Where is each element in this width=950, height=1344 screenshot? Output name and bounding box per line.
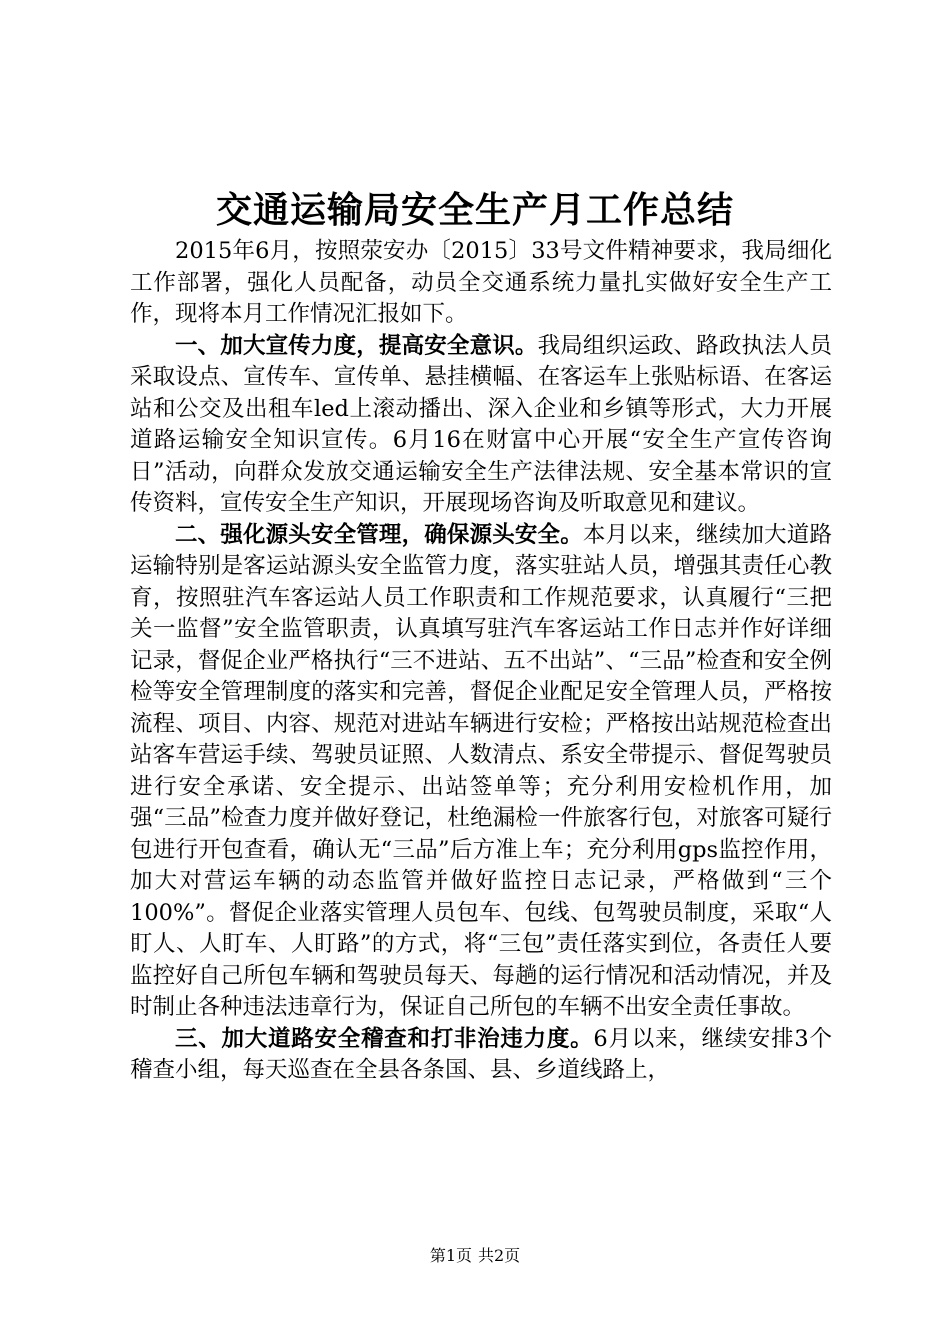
page-number-total: 共2页 (478, 1246, 521, 1265)
section-2-text: 本月以来，继续加大道路运输特别是客运站源头安全监管力度，落实驻站人员，增强其责任心教育，按照驻汽车客运站人员工作职责和工作规范要求，认真履行“三把关一监督”安全监管职责，认真填写驻汽车客运站工作日志并作好详细记录，督促企业严格执行“三不进站、五不出站”、“三品”检查和安全例检等安全管理制度的落实和完善，督促企业配足安全管理人员，严格按流程、项目、内容、规范对进站车辆进行安检；严格按出站规范检查出站客车营运手续、驾驶员证照、人数清点、系安全带提示、督促驾驶员进行安全承诺、安全提示、出站签单等；充分利用安检机作用，加强“三品”检查力度并做好登记，杜绝漏检一件旅客行包，对旅客可疑行包进行开包查看，确认无“三品”后方准上车；充分利用gps监控作用，加大对营运车辆的动态监管并做好监控日志记录，严格做到“三个100%”。督促企业落实管理人员包车、包线、包驾驶员制度，采取“人盯人、人盯车、人盯路”的方式，将“三包”责任落实到位，各责任人要监控好自己所包车辆和驾驶员每天、每趟的运行情况和活动情况，并及时制止各种违法违章行为，保证自己所包的车辆不出安全责任事故。 (130, 521, 832, 1020)
section-3-heading: 三、加大道路安全稽查和打非治违力度。 (175, 1025, 594, 1052)
intro-paragraph: 2015年6月，按照荥安办〔2015〕33号文件精神要求，我局细化工作部署，强化人员配备，动员全交通系统力量扎实做好安全生产工作，现将本月工作情况汇报如下。 (130, 238, 832, 327)
page-number-current: 第1页 (429, 1246, 472, 1265)
document-title: 交通运输局安全生产月工作总结 (215, 189, 734, 231)
document-body (130, 236, 832, 1087)
section-2-heading: 二、强化源头安全管理，确保源头安全。 (175, 521, 583, 548)
section-3-paragraph (130, 1024, 832, 1087)
section-1-paragraph (130, 331, 832, 520)
section-1-text: 我局组织运政、路政执法人员采取设点、宣传车、宣传单、悬挂横幅、在客运车上张贴标语、在客运站和公交及出租车led上滚动播出、深入企业和乡镇等形式，大力开展道路运输安全知识宣传。6月16在财富中心开展“安全生产宣传咨询日”活动，向群众发放交通运输安全生产法律法规、安全基本常识的宣传资料，宣传安全生产知识，开展现场咨询及听取意见和建议。 (130, 332, 832, 516)
page-footer (0, 1244, 950, 1268)
section-2-paragraph (130, 520, 832, 1024)
section-1-heading: 一、加大宣传力度，提高安全意识。 (175, 332, 538, 359)
section-3-text: 6月以来，继续安排3个稽查小组，每天巡查在全县各条国、县、乡道线路上， (130, 1025, 832, 1083)
